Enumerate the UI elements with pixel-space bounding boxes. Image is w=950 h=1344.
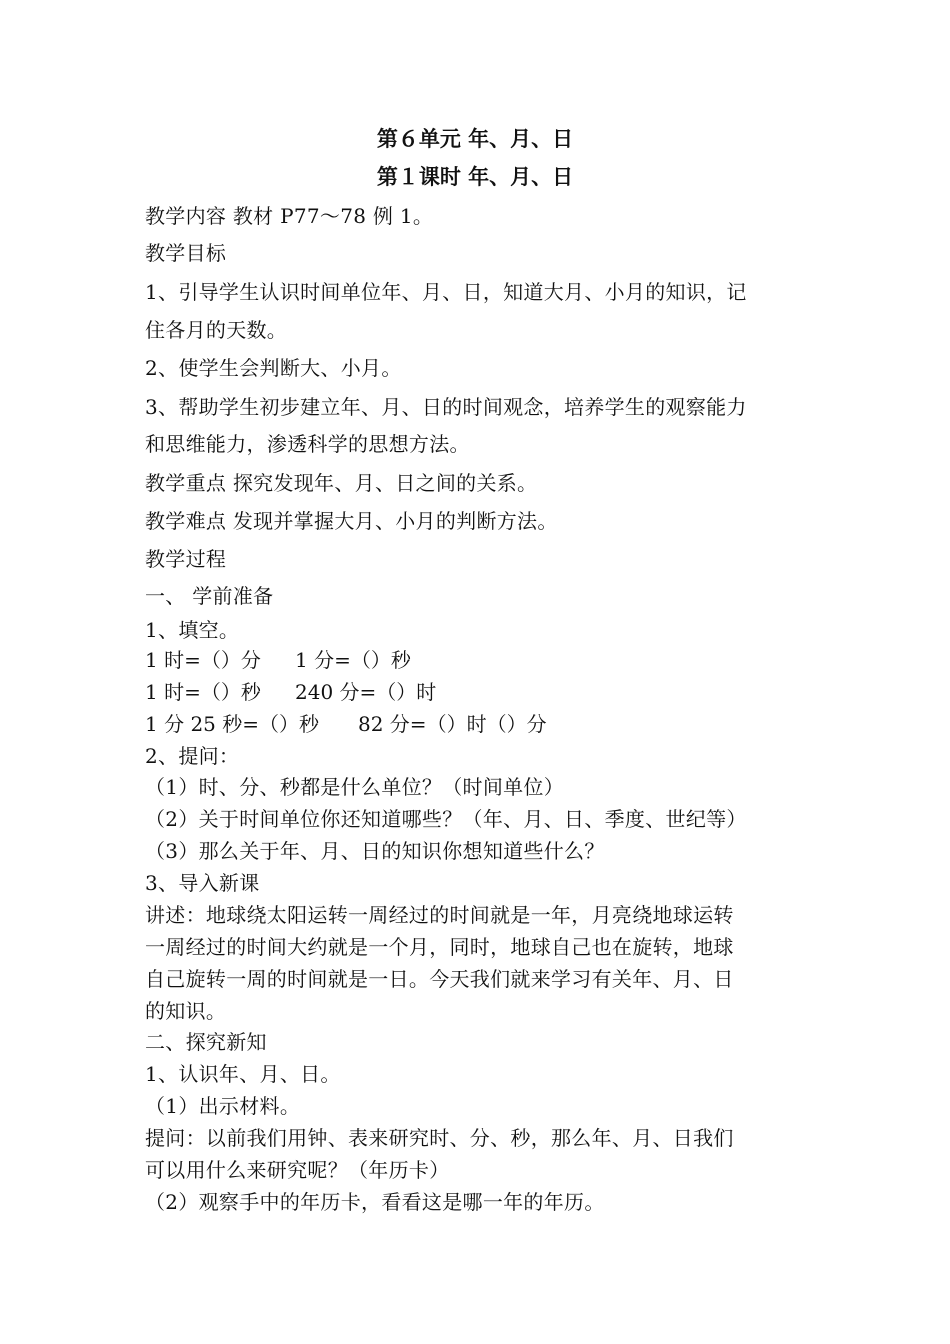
goal-3-line-1: 3、帮助学生初步建立年、月、日的时间观念，培养学生的观察能力 — [145, 395, 747, 419]
narration-line-3: 自己旋转一周的时间就是一日。今天我们就来学习有关年、月、日 — [145, 967, 734, 991]
fill-row — [145, 709, 547, 739]
fill-item: 1 时=（）秒 — [145, 680, 261, 704]
question-3: （3）那么关于年、月、日的知识你想知道些什么？ — [145, 839, 605, 863]
question-2: （2）关于时间单位你还知道哪些？（年、月、日、季度、世纪等） — [145, 807, 747, 831]
step-1-sub-1: （1）出示材料。 — [145, 1094, 301, 1118]
step-1-sub-2: （2）观察手中的年历卡，看看这是哪一年的年历。 — [145, 1190, 605, 1214]
step-1-heading: 1、认识年、月、日。 — [145, 1062, 341, 1086]
narration-line-1: 讲述：地球绕太阳运转一周经过的时间就是一年，月亮绕地球运转 — [145, 903, 734, 927]
section-1-heading: 一、 学前准备 — [145, 584, 274, 608]
narration-line-2: 一周经过的时间大约就是一个月，同时，地球自己也在旋转，地球 — [145, 935, 734, 959]
unit-title: 第６单元 年、月、日 — [376, 126, 574, 151]
fill-row — [145, 677, 436, 707]
fill-item: 1 分 25 秒=（）秒 — [145, 712, 320, 736]
section-2-heading: 二、探究新知 — [145, 1030, 267, 1054]
fill-item: 1 时=（）分 — [145, 648, 261, 672]
goal-1-line-1: 1、引导学生认识时间单位年、月、日，知道大月、小月的知识，记 — [145, 280, 747, 304]
intro-heading: 3、导入新课 — [145, 871, 260, 895]
goal-2-line: 2、使学生会判断大、小月。 — [145, 356, 402, 380]
goal-1-line-2: 住各月的天数。 — [145, 318, 288, 342]
ask-line-1: 提问：以前我们用钟、表来研究时、分、秒，那么年、月、日我们 — [145, 1126, 734, 1150]
difficulty-line: 教学难点 发现并掌握大月、小月的判断方法。 — [145, 509, 558, 533]
goal-3-line-2: 和思维能力，渗透科学的思想方法。 — [145, 432, 470, 456]
fill-row — [145, 645, 411, 675]
fill-blank-heading: 1、填空。 — [145, 618, 240, 642]
lesson-title: 第１课时 年、月、日 — [376, 164, 574, 189]
ask-line-2: 可以用什么来研究呢？（年历卡） — [145, 1158, 450, 1182]
teaching-content-line: 教学内容 教材 P77～78 例 1。 — [145, 204, 434, 228]
teaching-goals-heading: 教学目标 — [145, 241, 227, 265]
fill-item: 240 分=（）时 — [295, 680, 437, 704]
fill-item: 1 分=（）秒 — [295, 648, 411, 672]
fill-item: 82 分=（）时（）分 — [358, 712, 547, 736]
narration-line-4: 的知识。 — [145, 999, 227, 1023]
question-heading: 2、提问： — [145, 744, 240, 768]
key-point-line: 教学重点 探究发现年、月、日之间的关系。 — [145, 471, 538, 495]
question-1: （1）时、分、秒都是什么单位？（时间单位） — [145, 775, 565, 799]
teaching-process-heading: 教学过程 — [145, 547, 227, 571]
